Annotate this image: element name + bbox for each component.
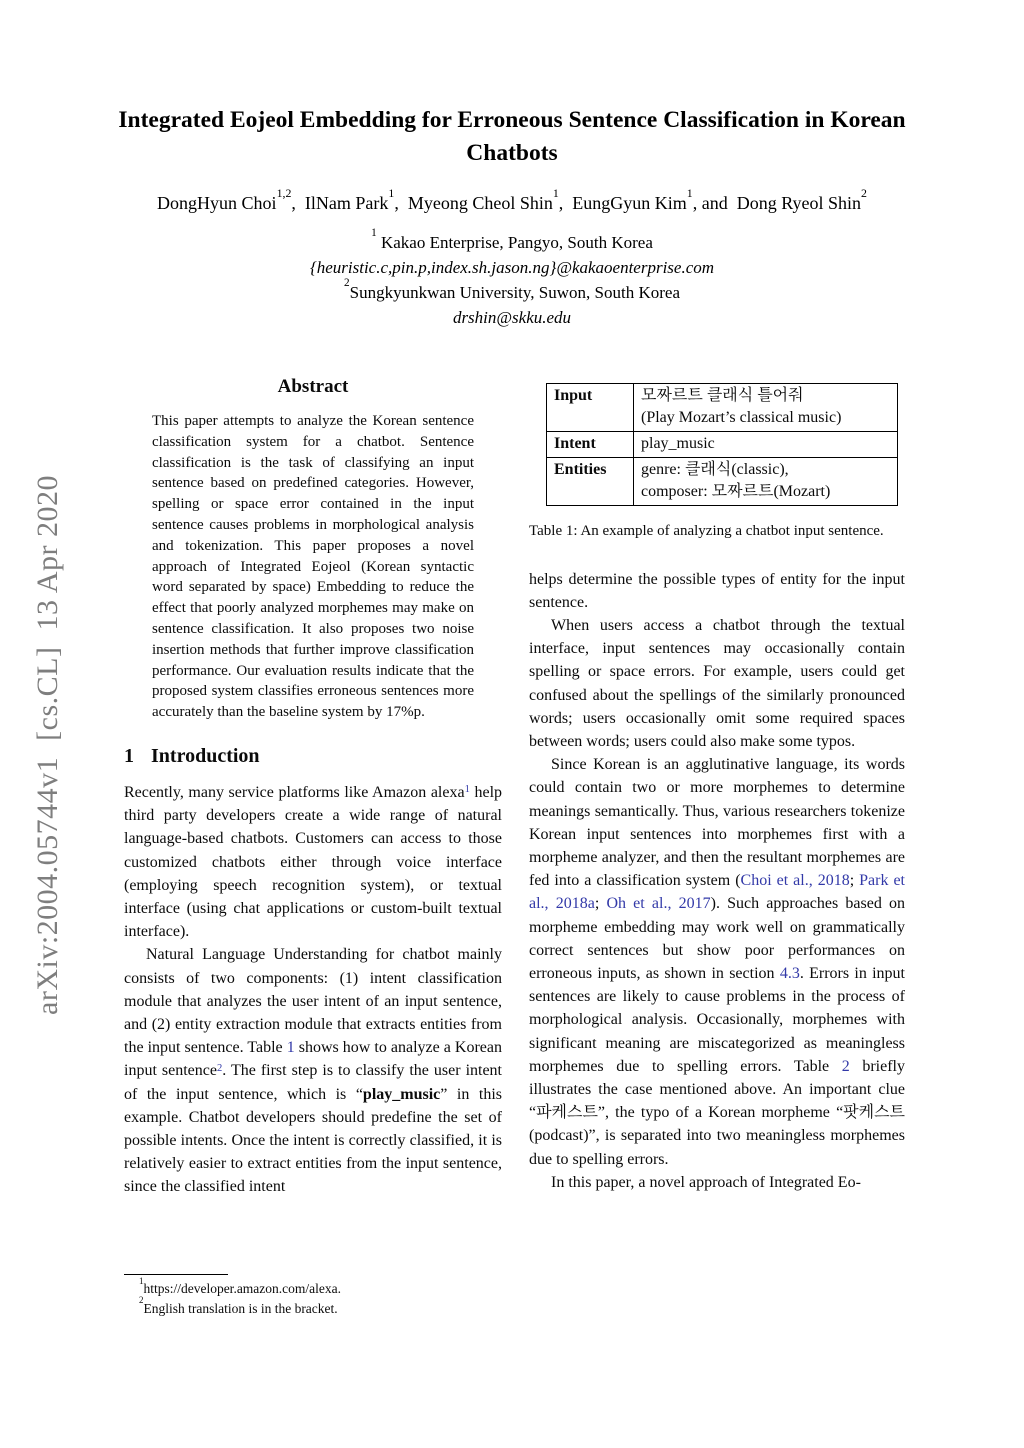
footnote-rule: [124, 1274, 228, 1275]
author-affiliation-marker: 1: [552, 185, 559, 200]
table-value-intent: play_music: [634, 432, 898, 458]
paragraph: [529, 753, 905, 1171]
paragraph: [124, 781, 502, 943]
table-label-intent: Intent: [547, 432, 634, 458]
footnote-block: [124, 1274, 502, 1318]
text-segment: ;: [849, 872, 860, 890]
table-1-caption: Table 1: An example of analyzing a chatbot input sentence.: [529, 523, 884, 539]
citation-link[interactable]: Park et al., 2018a: [529, 872, 905, 913]
paragraph: [529, 1171, 905, 1194]
text-segment: ” in this example. Chatbot developers should predefine the set of possible intents. Once the intent is correctly classified, it is relatively easier to extract entities from the input sentence, since the classified intent: [124, 1085, 502, 1196]
author: DongHyun Choi$^{1,2}$,: [157, 185, 305, 213]
affiliation-email-kakao: {heuristic.c,pin.p,index.sh.jason.ng}@kakaoenterprise.com: [309, 258, 715, 277]
right-column-text: [529, 568, 905, 1194]
citation-link[interactable]: Choi et al., 2018: [740, 872, 850, 890]
author: Myeong Cheol Shin$^1$,: [407, 185, 573, 213]
citation-link[interactable]: 2: [841, 1057, 850, 1075]
citation-link[interactable]: 4.3: [779, 964, 800, 982]
affiliation-email-skku: drshin@skku.edu: [452, 308, 572, 327]
text-segment: ). Such approaches based on morpheme embedding may work well on grammatically correct sentences but show poor performances on erroneous inputs, as shown in section: [529, 895, 905, 982]
introduction-text: [124, 781, 502, 1199]
table-row-intent: [547, 432, 898, 458]
footnote-1: $^1$https://developer.amazon.com/alexa.: [139, 1275, 342, 1296]
section-1-heading: [124, 745, 502, 768]
table-1: [546, 383, 898, 506]
table-label-input: Input: [547, 384, 634, 432]
text-segment: ;: [594, 895, 607, 913]
left-column: [124, 376, 502, 1338]
abstract-heading: Abstract: [277, 376, 349, 397]
citation-link[interactable]: 2: [216, 1062, 223, 1074]
paper-title: Integrated Eojeol Embedding for Erroneous Sentence Classification in Korean Chatbots: [118, 107, 906, 166]
abstract-text: This paper attempts to analyze the Korean sentence classification system for a chatbot. Sentence classification is the task of classifying an input sentence based on predefined categories. However, spelling or space error contained in the input sentence causes problems in morphological analysis and tokenization. This paper proposes a novel approach of Integrated Eojeol (Korean syntactic word separated by space) Embedding to reduce the effect that poorly analyzed morphemes may make on sentence classification. It also proposes two noise insertion methods that further improve classification performance. Our evaluation results indicate that the proposed system classifies erroneous sentences more accurately than the baseline system by 17%p.: [152, 413, 474, 721]
paragraph: [529, 568, 905, 614]
text-segment: helps determine the possible types of entity for the input sentence.: [529, 570, 905, 611]
arxiv-watermark: arXiv:2004.05744v1 [cs.CL] 13 Apr 2020: [31, 475, 64, 1015]
text-segment: Recently, many service platforms like Amazon alexa: [124, 783, 465, 801]
text-segment: Since Korean is an agglutinative language, its words could contain two or more morphemes to determine meanings semantically. Thus, various researchers tokenize Korean input sentences into morphemes first with a morpheme analyzer, and then the resultant morphemes are fed into a classification system (: [529, 756, 905, 890]
table-row-input: [547, 384, 898, 432]
text-segment: help third party developers create a wide range of natural language-based chatbots. Customers can access to those customized chatbots either through voice interface (employing speech recognition system), or textual interface (using chat applications or custom-built textual interface).: [124, 783, 502, 941]
table-row-entities: [547, 458, 898, 506]
text-segment: Natural Language Understanding for chatbot mainly consists of two components: (1) intent classification module that analyzes the user intent of an input sentence, and (2) entity extraction module that extracts entities from the input sentence. Table: [124, 946, 502, 1057]
author: Dong Ryeol Shin$^2$: [736, 185, 867, 213]
affiliation-kakao: $^1$ Kakao Enterprise, Pangyo, South Korea: [371, 227, 653, 252]
author: EungGyun Kim$^1$, and: [572, 185, 737, 213]
author-affiliation-marker: 1: [686, 185, 693, 200]
text-segment: When users access a chatbot through the textual interface, input sentences may occasionally contain spelling or space errors. For example, users could get confused about the spellings of the similarly pronounced words; users occasionally omit some required spaces between words; users could also make some typos.: [529, 616, 905, 750]
paragraph: [529, 614, 905, 753]
table-value-input: 모짜르트 클래식 틀어줘 (Play Mozart’s classical music): [634, 384, 898, 432]
paragraph: [124, 943, 502, 1198]
text-segment: briefly illustrates the case mentioned above. An important clue “파케스트”, the typo of a Korean morpheme “팟케스트(podcast)”, is separated into two meaningless morphemes due to spelling errors.: [529, 1057, 905, 1168]
author-affiliation-marker: 1,2: [276, 185, 292, 200]
citation-link[interactable]: Oh et al., 2017: [606, 895, 711, 913]
footnote-2: $^2$English translation is in the bracket.: [139, 1295, 338, 1316]
text-segment: shows how to analyze a Korean input sentence: [124, 1039, 502, 1080]
citation-link[interactable]: 1: [464, 784, 470, 796]
table-label-entities: Entities: [547, 458, 634, 506]
affiliation-block: [0, 227, 1024, 330]
author-line: [0, 185, 1024, 214]
author-affiliation-marker: 2: [861, 185, 867, 200]
affiliation-skku: $^2$Sungkyunkwan University, Suwon, South Korea: [344, 277, 680, 302]
author-affiliation-marker: 1: [388, 185, 395, 200]
text-segment: In this paper, a novel approach of Integrated Eo-: [551, 1173, 861, 1191]
citation-link[interactable]: 1: [286, 1039, 295, 1057]
section-number: 1: [124, 744, 134, 767]
right-column: [529, 376, 905, 1338]
table-value-entities: genre: 클래식(classic), composer: 모짜르트(Mozart): [634, 458, 898, 506]
author: IlNam Park$^1$,: [304, 185, 408, 213]
text-segment: . Errors in input sentences are likely to cause problems in the process of morphological analysis. Occasionally, morphemes with significant meaning are miscategorized as meaningless morphemes due to spelling errors. Table: [529, 964, 905, 1075]
section-title: Introduction: [151, 744, 260, 767]
text-segment: play_music: [362, 1085, 441, 1103]
text-segment: . The first step is to classify the user intent of the input sentence, which is “: [124, 1062, 502, 1103]
